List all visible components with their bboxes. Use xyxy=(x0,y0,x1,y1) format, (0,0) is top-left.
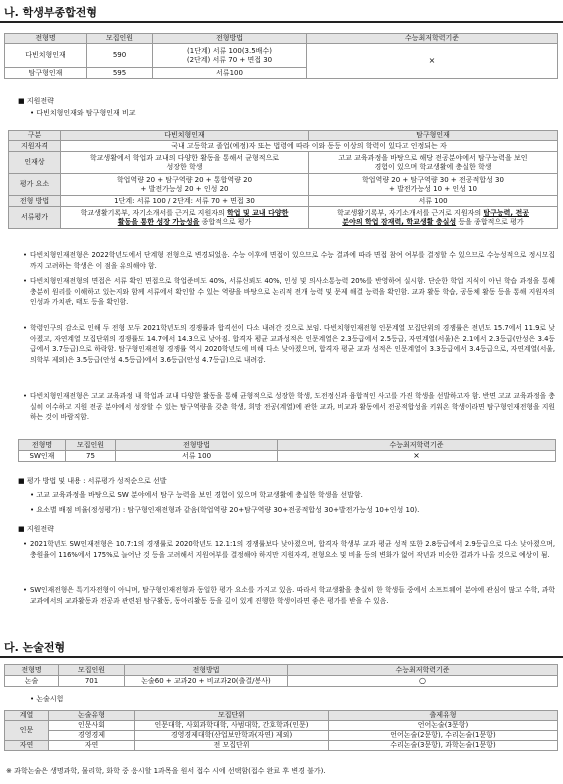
cell-line xyxy=(63,218,306,227)
paragraph: • 학령인구의 감소로 인해 두 전형 모두 2021학년도의 경쟁률과 합격선이 다소 내려간 것으로 보임. 다빈치형인재전형 인문계열 모집단위의 경쟁률은 전년도 15.7에서 11.9로 낮아졌고, 자연계열 모집단위의 경쟁률도 14.7에서 14.3으로 낮아짐. 합격자 평균 교과성적은 인문계열은 2.3등급에서 2.5등급, 자연계열(서울)은 2.1에서 2.3등급(안성은 3.4등급에서 3.7등급)으로 하락함. 탐구형인재전형 경쟁률 역시 2020학년도에 비해 다소 낮아졌으며, 합격자 평균 교과 성적은 인문계열이 3.3등급에서 3.4등급으로, 자연계열(서울, 의학부 제외)은 3.5등급(안성 4.5등급)에서 3.6등급(안성 4.7등급)으로 내려감. xyxy=(23,324,555,364)
cell-exam: 언어논술(3문항) xyxy=(329,721,558,731)
footnote: ※ 과학논술은 생명과학, 물리학, 화학 중 응시할 1과목을 원서 접수 시에 선택함(접수 완료 후 변경 불가). xyxy=(6,767,326,775)
paragraph-text: 2021학년도 SW인재전형은 10.7:1의 경쟁률로 2020학년도 12.1:1의 경쟁률보다 낮아졌으며, 합격자 학생부 교과 평균 성적 또한 2.8등급에서 2.9등급으로 다소 낮아졌으며, 충원율이 116%에서 175%로 늘어난 것 등을 고려해서 지원여부를 결정해야 하지만 지원자격, 전형요소 및 비율 등의 변화가 없어 작년과 비슷한 결과가 나올 것으로 예상이 됨. xyxy=(30,540,555,559)
paragraph-text: SW인재전형은 특기자전형이 아니며, 탐구형인재전형과 동일한 평가 요소를 가지고 있음. 따라서 학교생활을 충실히 한 학생들 중에서 소프트웨어 분야에 관심이 많고 수학, 과학 교과에서의 교과활동과 전공과 관련된 탐구활동, 동아리활동 등을 깊이 있게 진행한 학생이라면 좋은 평가를 받을 수 있음. xyxy=(30,586,555,605)
bullet-sw-eval: ■ 평가 방법 및 내용 : 서류평가 성적순으로 선발 xyxy=(18,477,167,485)
cell-line: 학업역량 20 + 탐구역량 30 + 전공적합성 30 xyxy=(362,175,504,184)
cell-line: 고교 교육과정을 바탕으로 해당 전공분야에서 탐구능력을 보인 xyxy=(338,153,528,162)
bullet-sw-item: • 요소별 배점 비율(정성평가) : 탐구형인재전형과 같음(학업역량 20+탐구역량 30+전공적합성 30+발전가능성 10+인성 10). xyxy=(30,506,420,514)
cell-davinci xyxy=(61,174,309,196)
bullet-nonsul: • 논술시험 xyxy=(30,695,64,703)
col-header-category: 구분 xyxy=(9,131,61,141)
emphasis-text: 분야의 학업 잠재력, 학교생활 충실성 xyxy=(342,217,457,226)
cell-exam: 수리논술(3문항), 과학논술(1문항) xyxy=(329,741,558,751)
cell-track: 자연 xyxy=(5,741,49,751)
cell-quota: 590 xyxy=(87,44,153,68)
paragraph-text: 학령인구의 감소로 인해 두 전형 모두 2021학년도의 경쟁률과 합격선이 다소 내려간 것으로 보임. 다빈치형인재전형 인문계열 모집단위의 경쟁률은 전년도 15.7에서 11.9로 낮아졌고, 자연계열 모집단위의 경쟁률도 14.7에서 14.3으로 낮아짐. 합격자 평균 교과성적은 인문계열은 2.3등급에서 2.5등급, 자연계열(서울)은 2.1에서 2.3등급(안성은 3.4등급에서 3.7등급)으로 하락함. 탐구형인재전형 경쟁률 역시 2020학년도에 비해 다소 낮아졌으며, 합격자 평균 교과 성적은 인문계열이 3.3등급에서 3.4등급으로, 자연계열(서울, 의학부 제외)은 3.5등급(안성 4.5등급)에서 3.6등급(안성 4.7등급)으로 내려감. xyxy=(30,324,555,364)
row-label: 평가 요소 xyxy=(9,174,61,196)
strategy-label: 지원전략 xyxy=(26,525,54,533)
cell-unit: 경영경제대학(산업보안학과(자연) 제외) xyxy=(135,731,329,741)
col-header-method: 전형방법 xyxy=(153,34,307,44)
paragraph: • 2021학년도 SW인재전형은 10.7:1의 경쟁률로 2020학년도 12.1:1의 경쟁률보다 낮아졌으며, 합격자 학생부 교과 평균 성적 또한 2.8등급에서 2.9등급으로 다소 낮아졌으며, 충원율이 116%에서 175%로 늘어난 것 등을 고려해서 지원여부를 결정해야 하지만 지원자격, 전형요소 및 비율 등의 변화가 없어 작년과 비슷한 결과가 나올 것으로 예상이 됨. xyxy=(23,540,555,559)
col-header-track: 계열 xyxy=(5,711,49,721)
col-header-quota: 모집인원 xyxy=(66,440,116,451)
cell-tamgu: 서류 100 xyxy=(309,196,558,207)
section-title-da: 다. 논술전형 xyxy=(4,641,66,654)
cell-davinci: 1단계: 서류 100 / 2단계: 서류 70 + 면접 30 xyxy=(61,196,309,207)
col-header-quota: 모집인원 xyxy=(59,665,125,676)
bullet-sw-item: • 고교 교육과정을 바탕으로 SW 분야에서 탐구 능력을 보인 경험이 있으며 학교생활에 충실한 학생을 선발함. xyxy=(30,491,363,499)
table-admission-methods xyxy=(4,33,558,79)
text: 학교생활기록부, 자기소개서를 근거로 지원자의 xyxy=(80,208,227,217)
paragraph: • 다빈치형인재전형은 고교 교육과정 내 학업과 교내 다양한 활동을 통해 균형적으로 성장한 학생, 도전정신과 융합적인 사고를 가진 학생을 선발하고자 함. 반면 고교 교육과정을 충실히 이수하고 지원 전공 분야에서 성장할 수 있는 탐구역량을 갖춘 학생, 희망 전공(계열)에 관한 교과, 비교과 활동에서 전공적합성을 키워온 학생이라면 탐구형인재전형을 지원하는 것이 바람직함. xyxy=(23,392,555,421)
cell-exam: 언어논술(2문항), 수리논술(1문항) xyxy=(329,731,558,741)
cell-line: + 발전가능성 20 + 인성 20 xyxy=(140,184,229,193)
col-header-name: 전형명 xyxy=(19,440,66,451)
cell-track: 인문 xyxy=(5,721,49,741)
cell-tamgu xyxy=(309,174,558,196)
cell-line: 경험이 있으며 학교생활에 충실한 학생 xyxy=(374,162,492,171)
cell-tamgu xyxy=(309,152,558,174)
col-header-exam: 출제유형 xyxy=(329,711,558,721)
cell-type: 경영경제 xyxy=(49,731,135,741)
cell-type: 인문사회 xyxy=(49,721,135,731)
cell-davinci xyxy=(61,152,309,174)
text: 등을 종합적으로 평가 xyxy=(456,217,524,226)
nonsul-label: 논술시험 xyxy=(36,695,64,703)
col-header-method: 전형방법 xyxy=(125,665,288,676)
table-comparison xyxy=(8,130,558,229)
bullet-strategy: ■ 지원전략 xyxy=(18,97,54,105)
cell-name: SW인재 xyxy=(19,451,66,462)
col-header-quota: 모집인원 xyxy=(87,34,153,44)
col-header-min: 수능최저학력기준 xyxy=(288,665,558,676)
cell-quota: 701 xyxy=(59,676,125,687)
text: 종합적으로 평가 xyxy=(199,217,252,226)
col-header-name: 전형명 xyxy=(5,34,87,44)
col-header-type: 논술유형 xyxy=(49,711,135,721)
col-header-min: 수능최저학력기준 xyxy=(278,440,556,451)
cell-method xyxy=(153,44,307,68)
method-line: (1단계) 서류 100(3.5배수) xyxy=(187,46,272,55)
table-nonsul-admission xyxy=(4,664,558,687)
sw-eval-title: 평가 방법 및 내용 : 서류평가 성적순으로 선발 xyxy=(26,477,167,485)
cell-line xyxy=(311,209,555,218)
cell-line: 성장한 학생 xyxy=(166,162,203,171)
col-header-name: 전형명 xyxy=(5,665,59,676)
cell-line: 학업역량 20 + 탐구역량 20 + 통합역량 20 xyxy=(116,175,253,184)
cell-min: ○ xyxy=(288,676,558,687)
paragraph-text: 다빈치형인재전형의 면접은 서류 확인 면접으로 학업준비도 40%, 서류신뢰도 40%, 인성 및 의사소통능력 20%를 반영하여 실시함. 단순한 학업 지식이 아닌 학습 과정을 통해 충분히 원리를 이해하고 있는지와 함께 서류에서 확인할 수 있는 역량을 바탕으로 논리적 전개 능력 및 문제 해결 능력을 확인함. 교과 활동 학습, 공동체 활동 등을 통해 지원자의 인성과 가치관, 태도 등을 확인함. xyxy=(30,277,555,306)
row-label: 서류평가 xyxy=(9,207,61,229)
cell-unit: 전 모집단위 xyxy=(135,741,329,751)
paragraph-text: 다빈치형인재전형은 고교 교육과정 내 학업과 교내 다양한 활동을 통해 균형적으로 성장한 학생, 도전정신과 융합적인 사고를 가진 학생을 선발하고자 함. 반면 고교 교육과정을 충실히 이수하고 지원 전공 분야에서 성장할 수 있는 탐구역량을 갖춘 학생, 희망 전공(계열)에 관한 교과, 비교과 활동에서 전공적합성을 키워온 학생이라면 탐구형인재전형을 지원하는 것이 바람직함. xyxy=(30,392,555,421)
method-line: (2단계) 서류 70 + 면접 30 xyxy=(186,55,273,64)
cell-davinci xyxy=(61,207,309,229)
cell-line: + 발전가능성 10 + 인성 10 xyxy=(388,184,477,193)
table-nonsul-exam xyxy=(4,710,558,751)
cell-method: 서류 100 xyxy=(116,451,278,462)
paragraph-text: 다빈치형인재전형은 2022학년도에서 단계형 전형으로 변경되었음. 수능 이후에 면접이 있으므로 수능 결과에 따라 면접 참여 여부를 결정할 수 있으므로 수능성적으로 정시모집까지 고려하는 학생은 이 점을 유의해야 함. xyxy=(30,251,555,270)
cell-min: × xyxy=(278,451,556,462)
col-header-davinci: 다빈치형인재 xyxy=(61,131,309,141)
col-header-tamgu: 탐구형인재 xyxy=(309,131,558,141)
cell-tamgu xyxy=(309,207,558,229)
emphasis-text: 학업 및 교내 다양한 xyxy=(226,208,289,217)
text: 학교생활기록부, 자기소개서를 근거로 지원자의 xyxy=(336,208,484,217)
cell-name: 논술 xyxy=(5,676,59,687)
row-label: 인재상 xyxy=(9,152,61,174)
section-rule xyxy=(0,656,563,658)
paragraph: • SW인재전형은 특기자전형이 아니며, 탐구형인재전형과 동일한 평가 요소를 가지고 있음. 따라서 학교생활을 충실히 한 학생들 중에서 소프트웨어 분야에 관심이 많고 수학, 과학 교과에서의 교과활동과 전공과 관련된 탐구활동, 동아리활동 등을 깊이 있게 진행한 학생이라면 좋은 평가를 받을 수 있음. xyxy=(23,586,555,605)
row-label: 전형 방법 xyxy=(9,196,61,207)
cell-type: 자연 xyxy=(49,741,135,751)
sw-item-text: 고교 교육과정을 바탕으로 SW 분야에서 탐구 능력을 보인 경험이 있으며 학교생활에 충실한 학생을 선발함. xyxy=(36,491,363,499)
cell-name: 탐구형인재 xyxy=(5,68,87,79)
table-sw-admission xyxy=(18,439,556,462)
compare-label: 다빈치형인재와 탐구형인재 비교 xyxy=(36,109,136,117)
cell-line: 학교생활에서 학업과 교내의 다양한 활동을 통해서 균형적으로 xyxy=(89,153,280,162)
cell-method: 논술60 + 교과20 + 비교과20(출결/봉사) xyxy=(125,676,288,687)
bullet-strategy-2: ■ 지원전략 xyxy=(18,525,54,533)
cell-quota: 595 xyxy=(87,68,153,79)
emphasis-text: 탐구능력, 전공 xyxy=(483,208,530,217)
sw-item-text: 요소별 배점 비율(정성평가) : 탐구형인재전형과 같음(학업역량 20+탐구역량 30+전공적합성 30+발전가능성 10+인성 10). xyxy=(36,506,420,514)
cell-method: 서류100 xyxy=(153,68,307,79)
col-header-method: 전형방법 xyxy=(116,440,278,451)
cell-qualification: 국내 고등학교 졸업(예정)자 또는 법령에 따라 이와 동등 이상의 학력이 있다고 인정되는 자 xyxy=(61,141,558,152)
cell-unit: 인문대학, 사회과학대학, 사범대학, 간호학과(인문) xyxy=(135,721,329,731)
section-title-na: 나. 학생부종합전형 xyxy=(4,6,98,19)
cell-name: 다빈치형인재 xyxy=(5,44,87,68)
cell-quota: 75 xyxy=(66,451,116,462)
cell-line xyxy=(63,209,306,218)
emphasis-text: 활동을 통한 성장 가능성을 xyxy=(117,217,200,226)
col-header-min: 수능최저학력기준 xyxy=(307,34,558,44)
row-label: 지원자격 xyxy=(9,141,61,152)
strategy-label: 지원전략 xyxy=(26,97,54,105)
bullet-compare: • 다빈치형인재와 탐구형인재 비교 xyxy=(30,109,136,117)
section-rule xyxy=(0,21,563,23)
col-header-unit: 모집단위 xyxy=(135,711,329,721)
cell-min: × xyxy=(307,44,558,79)
cell-line xyxy=(311,218,555,227)
paragraph: • 다빈치형인재전형은 2022학년도에서 단계형 전형으로 변경되었음. 수능 이후에 면접이 있으므로 수능 결과에 따라 면접 참여 여부를 결정할 수 있으므로 수능성적으로 정시모집까지 고려하는 학생은 이 점을 유의해야 함. xyxy=(23,251,555,270)
paragraph: • 다빈치형인재전형의 면접은 서류 확인 면접으로 학업준비도 40%, 서류신뢰도 40%, 인성 및 의사소통능력 20%를 반영하여 실시함. 단순한 학업 지식이 아닌 학습 과정을 통해 충분히 원리를 이해하고 있는지와 함께 서류에서 확인할 수 있는 역량을 바탕으로 논리적 전개 능력 및 문제 해결 능력을 확인함. 교과 활동 학습, 공동체 활동 등을 통해 지원자의 인성과 가치관, 태도 등을 확인함. xyxy=(23,277,555,306)
